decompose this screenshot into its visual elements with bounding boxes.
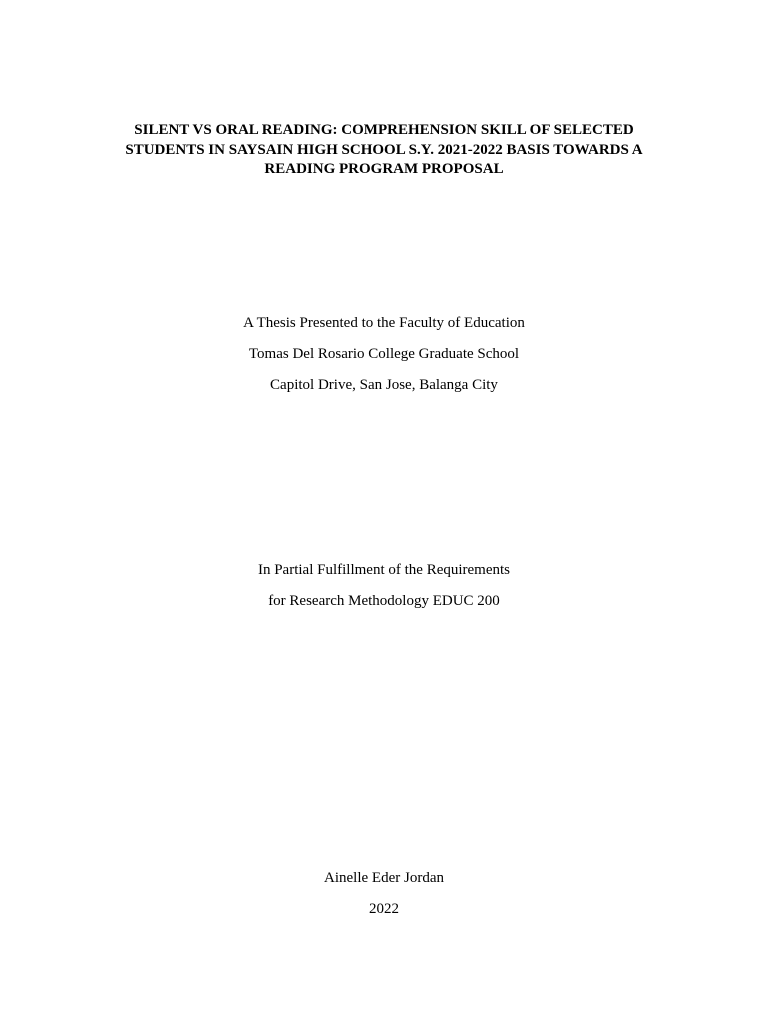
year-text: 2022: [369, 901, 399, 917]
institution-address: Capitol Drive, San Jose, Balanga City: [270, 377, 498, 393]
thesis-title: [90, 121, 678, 180]
fulfillment-text: In Partial Fulfillment of the Requirements: [257, 562, 511, 578]
title-line-3: READING PROGRAM PROPOSAL: [264, 161, 504, 177]
author-name: Ainelle Eder Jordan: [324, 870, 444, 886]
presented-to-text: A Thesis Presented to the Faculty of Education: [243, 315, 525, 331]
title-line-2: STUDENTS IN SAYSAIN HIGH SCHOOL S.Y. 2021-2022 BASIS TOWARDS A: [125, 141, 643, 158]
course-text: for Research Methodology EDUC 200: [268, 593, 500, 609]
title-line-1: SILENT VS ORAL READING: COMPREHENSION SKILL OF SELECTED: [134, 122, 634, 138]
institution-name: Tomas Del Rosario College Graduate School: [248, 346, 520, 362]
